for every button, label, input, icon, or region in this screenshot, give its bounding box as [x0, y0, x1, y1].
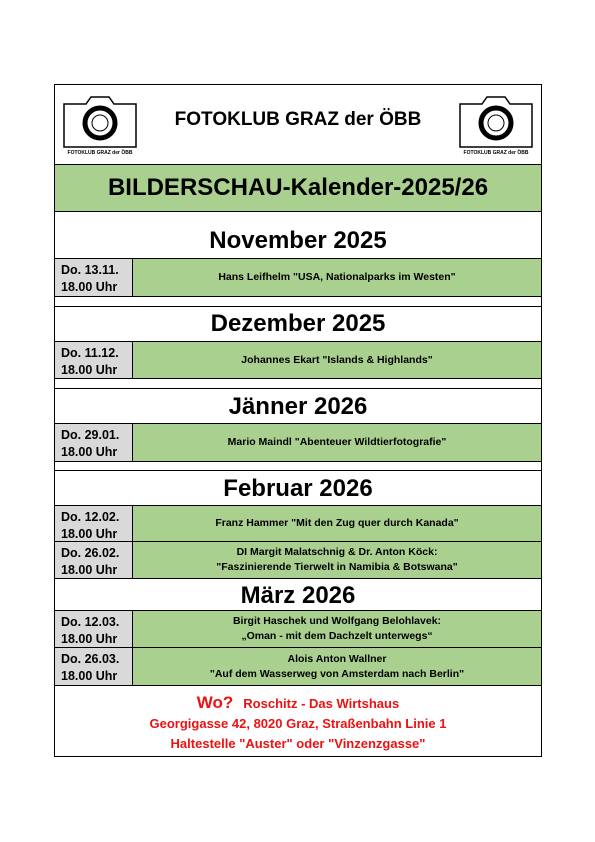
calendar-frame	[54, 84, 542, 757]
month-heading-februar: Februar 2026	[223, 475, 373, 502]
event-line1: Mario Maindl "Abenteuer Wildtierfotografie"	[227, 436, 447, 448]
event-time: 18.00 Uhr	[61, 669, 118, 683]
event-date	[55, 259, 133, 296]
header	[55, 85, 541, 164]
event-time: 18.00 Uhr	[61, 632, 118, 646]
club-title: FOTOKLUB GRAZ der ÖBB	[174, 109, 422, 130]
location-venue-line	[55, 693, 541, 714]
event-day: Do. 11.12.	[61, 346, 119, 360]
event-line1: Alois Anton Wallner	[287, 652, 387, 665]
location-stop: Haltestelle "Auster" oder "Vinzenzgasse"	[170, 736, 426, 751]
event-line1: Hans Leifhelm "USA, Nationalparks im Westen"	[218, 271, 456, 283]
event-day: Do. 29.01.	[61, 428, 120, 442]
divider	[55, 378, 541, 379]
month-heading-dezember: Dezember 2025	[210, 310, 386, 337]
event-date	[55, 542, 133, 578]
camera-icon	[60, 92, 140, 150]
divider	[55, 296, 541, 297]
club-logo-right	[456, 92, 536, 158]
divider	[55, 461, 541, 462]
event-date	[55, 506, 133, 541]
event-line2: „Oman - mit dem Dachzelt unterwegs“	[241, 630, 433, 642]
event-description	[133, 542, 541, 578]
event-description	[133, 259, 541, 296]
month-heading-november: November 2025	[209, 227, 387, 254]
event-line2: "Faszinierende Tierwelt in Namibia & Botswana"	[216, 561, 458, 573]
event-description	[133, 648, 541, 685]
event-description	[133, 342, 541, 378]
event-day: Do. 13.11.	[61, 263, 119, 277]
location-label: Wo?	[196, 693, 234, 712]
event-description	[133, 424, 541, 461]
event-day: Do. 26.03.	[61, 652, 120, 666]
event-date	[55, 611, 133, 647]
club-logo-left	[60, 92, 140, 158]
event-day: Do. 12.03.	[61, 615, 120, 629]
location-address: Georgigasse 42, 8020 Graz, Straßenbahn Linie 1	[149, 716, 447, 731]
divider	[55, 388, 541, 389]
logo-caption: FOTOKLUB GRAZ der ÖBB	[463, 150, 529, 156]
event-time: 18.00 Uhr	[61, 527, 118, 541]
event-line1: DI Margit Malatschnig & Dr. Anton Köck:	[236, 546, 438, 558]
event-line1: Franz Hammer "Mit den Zug quer durch Kanada"	[215, 517, 459, 529]
event-time: 18.00 Uhr	[61, 563, 118, 577]
event-line2: "Auf dem Wasserweg von Amsterdam nach Berlin"	[209, 667, 465, 680]
event-description	[133, 506, 541, 541]
logo-caption: FOTOKLUB GRAZ der ÖBB	[67, 150, 133, 156]
event-date	[55, 648, 133, 685]
event-time: 18.00 Uhr	[61, 445, 118, 459]
event-line1: Johannes Ekart "Islands & Highlands"	[241, 353, 433, 366]
event-time: 18.00 Uhr	[61, 280, 118, 294]
calendar-title: BILDERSCHAU-Kalender-2025/26	[55, 164, 541, 212]
event-description	[133, 611, 541, 647]
event-line1: Birgit Haschek und Wolfgang Belohlavek:	[232, 615, 442, 627]
camera-icon	[456, 92, 536, 150]
divider	[55, 578, 541, 579]
location-block	[55, 685, 541, 754]
divider	[55, 306, 541, 307]
event-day: Do. 26.02.	[61, 546, 120, 560]
event-date	[55, 342, 133, 378]
location-venue: Roschitz - Das Wirtshaus	[243, 696, 400, 711]
event-date	[55, 424, 133, 461]
month-heading-jaenner: Jänner 2026	[228, 393, 368, 420]
event-time: 18.00 Uhr	[61, 363, 118, 377]
event-day: Do. 12.02.	[61, 510, 120, 524]
divider	[55, 470, 541, 471]
month-heading-maerz: März 2026	[240, 582, 356, 609]
